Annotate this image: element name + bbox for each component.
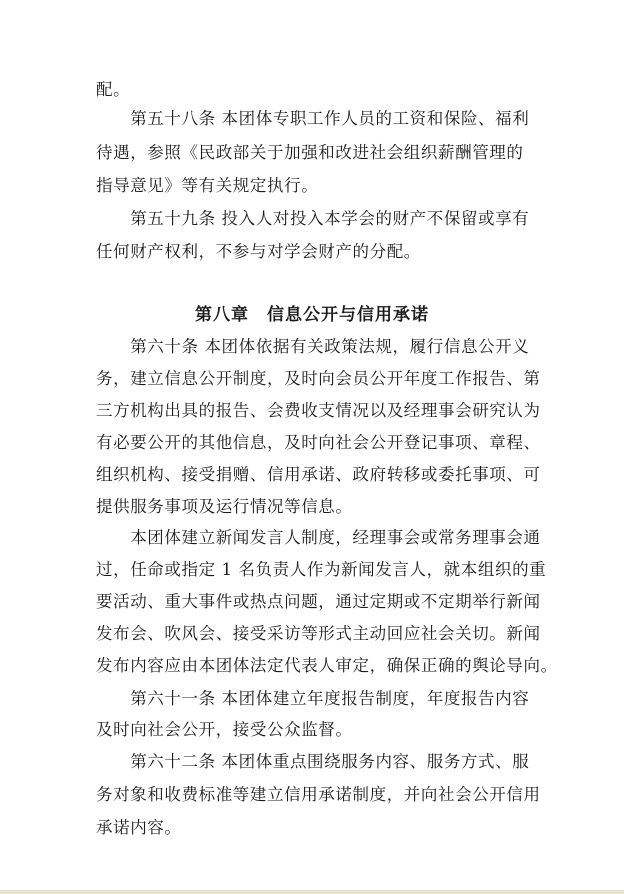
text-line: 第五十九条 投入人对投入本学会的财产不保留或享有 [96, 209, 530, 228]
text-line: 组织机构、接受捐赠、信用承诺、政府转移或委托事项、可 [96, 465, 541, 484]
text-line: 过，任命或指定 1 名负责人作为新闻发言人，就本组织的重 [96, 560, 547, 579]
text-line: 及时向社会公开，接受公众监督。 [96, 720, 353, 739]
text-line: 发布会、吹风会、接受采访等形式主动回应社会关切。新闻 [96, 624, 541, 643]
text-line: 提供服务事项及运行情况等信息。 [96, 497, 353, 516]
text-line: 要活动、重大事件或热点问题，通过定期或不定期举行新闻 [96, 592, 541, 611]
text-line: 务，建立信息公开制度，及时向会员公开年度工作报告、第 [96, 369, 541, 388]
page-bottom-edge [0, 890, 624, 894]
text-line: 本团体建立新闻发言人制度，经理事会或常务理事会通 [96, 528, 541, 547]
text-line: 第六十二条 本团体重点围绕服务内容、服务方式、服 [96, 752, 530, 771]
text-line: 第六十一条 本团体建立年度报告制度，年度报告内容 [96, 689, 530, 708]
text-line: 任何财产权利，不参与对学会财产的分配。 [96, 242, 421, 261]
text-line: 配。 [96, 80, 131, 99]
text-line: 发布内容应由本团体法定代表人审定，确保正确的舆论导向。 [96, 656, 558, 675]
text-line: 三方机构出具的报告、会费收支情况以及经理事会研究认为 [96, 401, 541, 420]
text-line: 第六十条 本团体依据有关政策法规，履行信息公开义 [96, 337, 530, 356]
text-line: 承诺内容。 [96, 818, 182, 837]
text-line: 有必要公开的其他信息，及时向社会公开登记事项、章程、 [96, 433, 541, 452]
text-line: 务对象和收费标准等建立信用承诺制度，并向社会公开信用 [96, 785, 541, 804]
text-line: 待遇，参照《民政部关于加强和改进社会组织薪酬管理的 [96, 143, 524, 162]
text-line: 指导意见》等有关规定执行。 [96, 176, 319, 195]
text-line: 第五十八条 本团体专职工作人员的工资和保险、福利 [96, 109, 530, 128]
chapter-heading: 第八章 信息公开与信用承诺 [195, 305, 429, 325]
